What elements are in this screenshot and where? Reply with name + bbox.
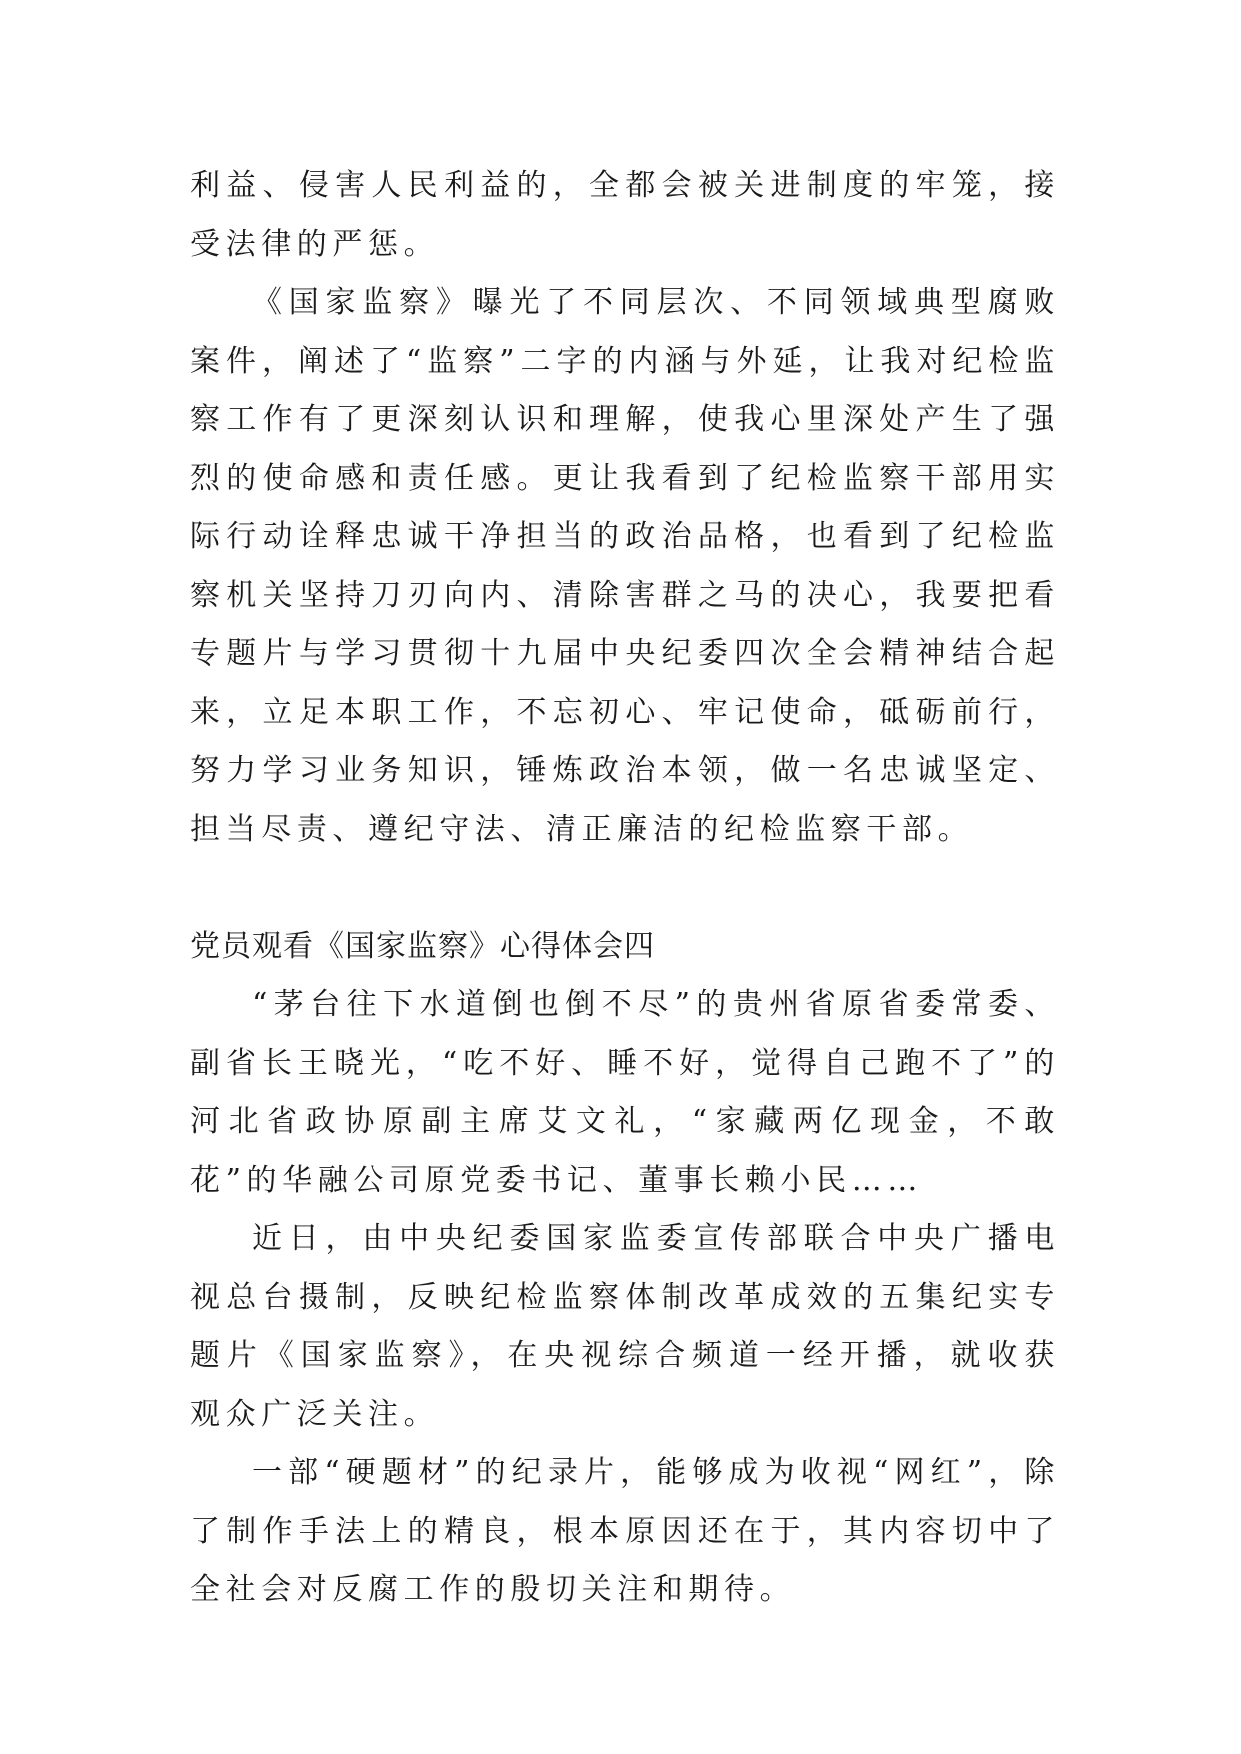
paragraph-reflection: 《国家监察》曝光了不同层次、不同领域典型腐败案件，阐述了“监察”二字的内涵与外延，让我对纪检监察工作有了更深刻认识和理解，使我心里深处产生了强烈的使命感和责任感。更让我看到了纪检监察干部用实际行动诠释忠诚干净担当的政治品格，也看到了纪检监察机关坚持刀刃向内、清除害群之马的决心，我要把看专题片与学习贯彻十九届中央纪委四次全会精神结合起来，立足本职工作，不忘初心、牢记使命，砥砺前行，努力学习业务知识，锤炼政治本领，做一名忠诚坚定、担当尽责、遵纪守法、清正廉洁的纪检监察干部。 [190,285,1060,847]
paragraph-continued: 利益、侵害人民利益的，全都会被关进制度的牢笼，接受法律的严惩。 [190,168,1060,262]
paragraph-broadcast: 近日，由中央纪委国家监委宣传部联合中央广播电视总台摄制，反映纪检监察体制改革成效的五集纪实专题片《国家监察》，在央视综合频道一经开播，就收获观众广泛关注。 [190,1221,1060,1432]
section-title: 党员观看《国家监察》心得体会四 [190,928,655,964]
document-body [190,157,1060,1620]
paragraph-documentary: 一部“硬题材”的纪录片，能够成为收视“网红”，除了制作手法上的精良，根本原因还在于，其内容切中了全社会对反腐工作的殷切关注和期待。 [190,1455,1060,1607]
paragraph-cases: “茅台往下水道倒也倒不尽”的贵州省原省委常委、副省长王晓光，“吃不好、睡不好，觉得自己跑不了”的河北省政协原副主席艾文礼，“家藏两亿现金，不敢花”的华融公司原党委书记、董事长赖小民…… [190,987,1060,1198]
